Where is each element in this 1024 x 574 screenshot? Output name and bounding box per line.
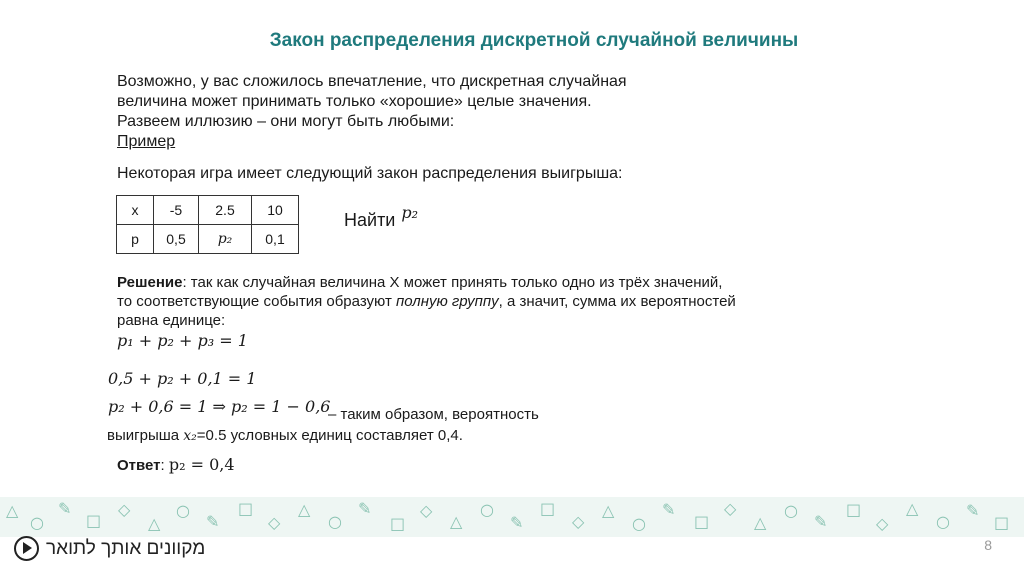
pattern-shape: ○ [176, 501, 190, 520]
decorative-pattern-band [0, 497, 1024, 537]
pattern-shape: △ [148, 514, 161, 533]
equation-3: p₂ + 0,6 = 1 ⇒ p₂ = 1 − 0,6 [108, 397, 331, 416]
pattern-shape: ✎ [814, 512, 828, 531]
table-cell: 10 [252, 196, 299, 225]
pattern-shape: ✎ [358, 499, 372, 518]
solution-text-a: : так как случайная величина X может принять только одно из трёх значений, то соответствующие события образуют [117, 274, 723, 310]
pattern-shape: ◇ [724, 499, 737, 518]
table-row-p [117, 225, 299, 254]
find-label: Найти [344, 210, 396, 230]
pattern-shape: △ [450, 512, 463, 531]
pattern-shape: ○ [328, 512, 342, 531]
pattern-shape: ○ [480, 500, 494, 519]
pattern-shape: ○ [30, 513, 44, 532]
conclusion-line-2 [107, 427, 463, 444]
conclusion-variable: x₂ [183, 428, 197, 444]
pattern-shape: △ [6, 501, 19, 520]
solution-emphasis: полную группу [395, 293, 499, 310]
example-label: Пример [117, 133, 176, 150]
table-cell: 2.5 [199, 196, 252, 225]
pattern-shape: □ [694, 512, 710, 531]
pattern-shape: ◇ [118, 500, 131, 519]
pattern-shape: □ [86, 511, 102, 530]
find-task [344, 203, 419, 231]
pattern-shape: ○ [936, 512, 950, 531]
pattern-shape: ◇ [268, 513, 281, 532]
lead-text: Некоторая игра имеет следующий закон распределения выигрыша: [117, 165, 623, 182]
pattern-shape: □ [390, 514, 406, 533]
table-cell: p [117, 225, 154, 254]
solution-text [117, 273, 737, 330]
pattern-shape: ○ [632, 514, 646, 533]
pattern-shape: ✎ [206, 512, 220, 531]
brand-logo [14, 536, 205, 561]
answer-value: p₂ = 0,4 [168, 455, 235, 474]
equation-2: 0,5 + p₂ + 0,1 = 1 [108, 369, 257, 388]
table-cell: p₂ [199, 225, 252, 254]
table-cell: x [117, 196, 154, 225]
answer-colon: : [160, 457, 169, 474]
distribution-table [116, 195, 299, 254]
pattern-shape: ✎ [58, 499, 72, 518]
pattern-shape: △ [754, 513, 767, 532]
pattern-shape: △ [602, 501, 615, 520]
pattern-shape: ✎ [662, 500, 676, 519]
equation-1: p₁ + p₂ + p₃ = 1 [117, 331, 248, 350]
pattern-shape: ✎ [510, 513, 524, 532]
solution-label: Решение [117, 274, 183, 291]
pattern-shape: □ [238, 499, 254, 518]
conclusion-line-1: – таким образом, вероятность [328, 406, 539, 423]
pattern-shape: □ [846, 500, 862, 519]
pattern-shape: △ [298, 500, 311, 519]
table-cell: 0,5 [154, 225, 199, 254]
conclusion-pre: выигрыша [107, 427, 184, 444]
pattern-shape: ◇ [572, 512, 585, 531]
slide-title: Закон распределения дискретной случайной величины [269, 30, 799, 51]
brand-text: מקוונים אותך לתואר [46, 537, 206, 559]
intro-text [117, 72, 737, 152]
pattern-shape: ✎ [966, 501, 980, 520]
pattern-shape: □ [540, 499, 556, 518]
conclusion-post: =0.5 условных единиц составляет 0,4. [196, 427, 463, 444]
intro-line-3: Развеем иллюзию – они могут быть любыми: [117, 113, 455, 130]
answer [117, 455, 235, 474]
pattern-shape: □ [994, 513, 1010, 532]
intro-line-2: величина может принимать только «хорошие» целые значения. [117, 93, 592, 110]
pattern-shape: ○ [784, 501, 798, 520]
pattern-shape: △ [906, 499, 919, 518]
play-circle-icon [14, 536, 39, 561]
answer-label: Ответ [117, 457, 161, 474]
solution-text-b: , а значит, сумма их вероятностей равна единице: [117, 293, 736, 329]
table-cell: 0,1 [252, 225, 299, 254]
find-symbol: p₂ [401, 203, 419, 222]
pattern-shape: ◇ [420, 501, 433, 520]
table-cell: -5 [154, 196, 199, 225]
pattern-shape: ◇ [876, 514, 889, 533]
table-row-x [117, 196, 299, 225]
intro-line-1: Возможно, у вас сложилось впечатление, что дискретная случайная [117, 73, 627, 90]
page-number: 8 [984, 537, 992, 553]
